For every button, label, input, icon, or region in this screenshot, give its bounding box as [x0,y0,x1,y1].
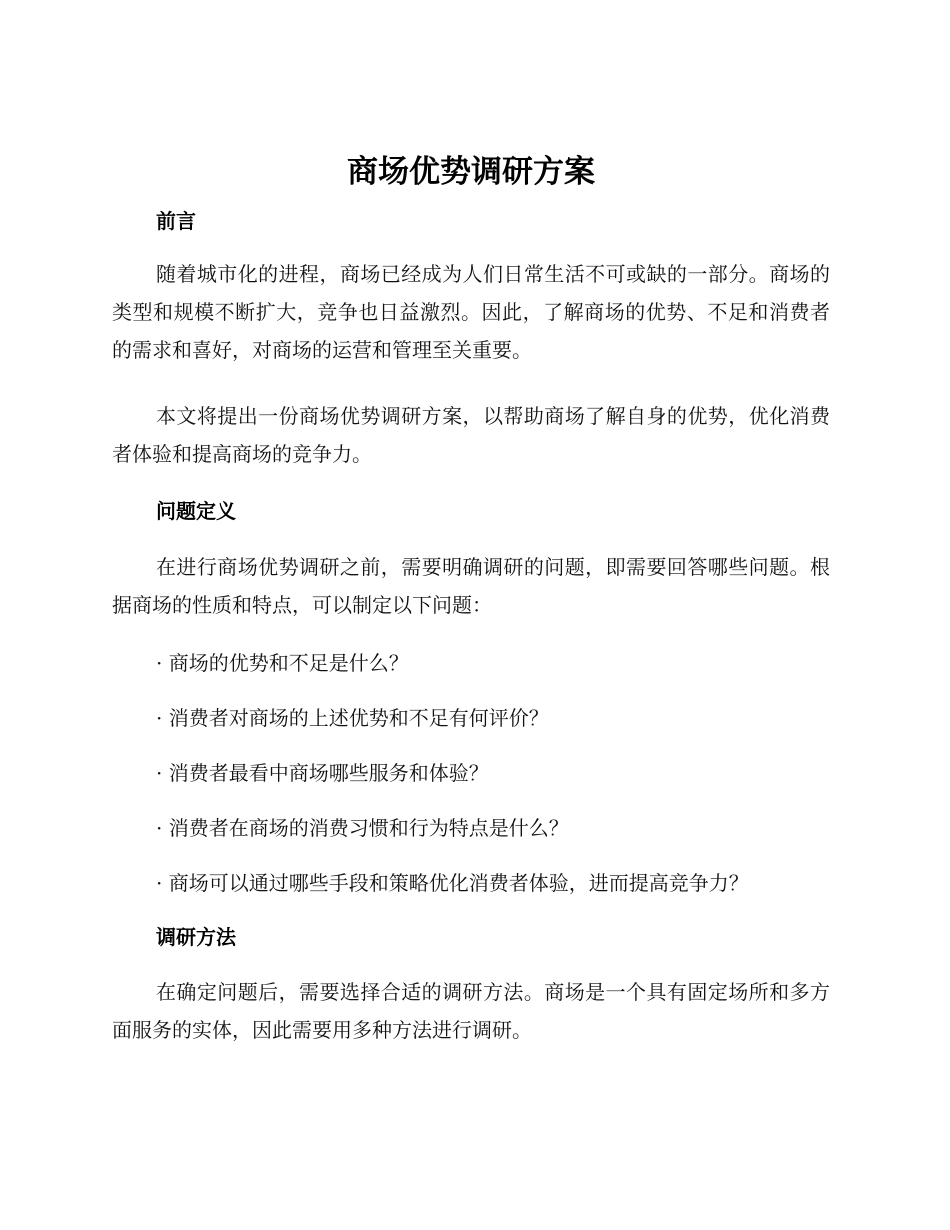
section-heading-research-methods: 调研方法 [156,925,236,949]
section-heading-preface: 前言 [156,209,196,233]
section-heading-problem-definition: 问题定义 [156,499,236,523]
bullet-item-2: · 消费者对商场的上述优势和不足有何评价？ [156,706,549,730]
research-methods-paragraph: 在确定问题后，需要选择合适的调研方法。商场是一个具有固定场所和多方面服务的实体，因此需要用多种方法进行调研。 [112,980,830,1042]
problem-definition-paragraph: 在进行商场优势调研之前，需要明确调研的问题，即需要回答哪些问题。根据商场的性质和特点，可以制定以下问题： [112,555,830,617]
document-title: 商场优势调研方案 [347,154,595,190]
preface-paragraph-2: 本文将提出一份商场优势调研方案，以帮助商场了解自身的优势，优化消费者体验和提高商场的竞争力。 [112,404,830,466]
preface-paragraph-1: 随着城市化的进程，商场已经成为人们日常生活不可或缺的一部分。商场的类型和规模不断扩大，竞争也日益激烈。因此，了解商场的优势、不足和消费者的需求和喜好，对商场的运营和管理至关重要。 [112,262,830,362]
bullet-item-4: · 消费者在商场的消费习惯和行为特点是什么？ [156,816,569,840]
bullet-item-5: · 商场可以通过哪些手段和策略优化消费者体验，进而提高竞争力？ [156,871,749,895]
bullet-item-3: · 消费者最看中商场哪些服务和体验？ [156,761,489,785]
bullet-item-1: · 商场的优势和不足是什么？ [156,651,409,675]
